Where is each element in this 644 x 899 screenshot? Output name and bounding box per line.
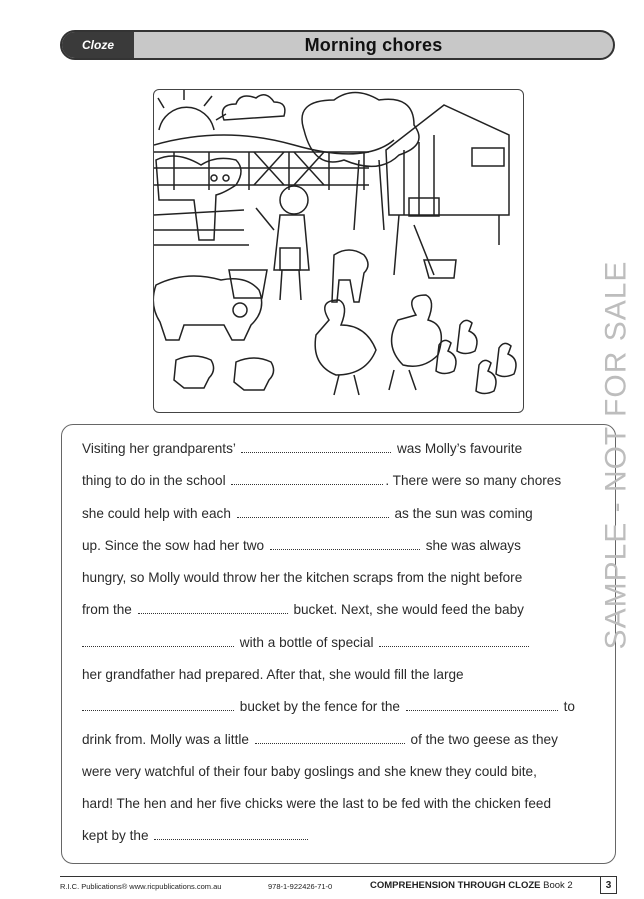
cloze-line — [82, 667, 464, 682]
answer-blank[interactable] — [154, 829, 308, 840]
cloze-line — [82, 796, 551, 811]
cloze-line — [82, 538, 521, 553]
answer-blank[interactable] — [82, 636, 234, 647]
page-title: Morning chores — [304, 34, 443, 55]
cloze-line — [82, 473, 561, 488]
passage-text: drink from. Molly was a little — [82, 732, 249, 747]
passage-text: she was always — [425, 538, 521, 553]
piglet-icon — [174, 356, 214, 388]
cloze-line — [82, 506, 533, 521]
answer-blank[interactable] — [379, 636, 529, 647]
goose-icon — [315, 300, 376, 375]
cloze-line — [82, 764, 537, 779]
passage-text: thing to do in the school — [82, 473, 226, 488]
farm-scene-svg — [154, 90, 522, 411]
passage-text: she could help with each — [82, 506, 231, 521]
publisher-info: R.I.C. Publications® www.ricpublications.com.au — [60, 882, 222, 891]
answer-blank[interactable] — [82, 700, 234, 711]
series-title — [370, 880, 573, 891]
watermark — [596, 260, 636, 650]
passage-text: hungry, so Molly would throw her the kitchen scraps from the night before — [82, 570, 523, 585]
passage-text: kept by the — [82, 828, 149, 843]
girl-icon — [280, 186, 308, 214]
sow-icon — [154, 276, 262, 340]
bucket-icon — [229, 270, 267, 298]
cloze-line — [82, 699, 575, 714]
passage-text: her grandfather had prepared. After that, she would fill the large — [82, 667, 464, 682]
page-number: 3 — [600, 876, 617, 894]
section-tag: Cloze — [62, 32, 134, 58]
cloze-passage — [61, 424, 616, 864]
answer-blank[interactable] — [406, 700, 558, 711]
passage-text: of the two geese as they — [410, 732, 558, 747]
cloze-line — [82, 441, 522, 456]
passage-text: from the — [82, 602, 132, 617]
cloud-icon — [223, 95, 285, 120]
passage-text: to — [563, 699, 575, 714]
passage-text: was Molly’s favourite — [396, 441, 523, 456]
answer-blank[interactable] — [241, 442, 391, 453]
series-name: COMPREHENSION THROUGH CLOZE — [370, 880, 541, 891]
answer-blank[interactable] — [231, 474, 383, 485]
passage-text: bucket. Next, she would feed the baby — [293, 602, 524, 617]
cloze-line — [82, 570, 522, 585]
book-number: Book 2 — [543, 880, 573, 891]
fence-icon — [154, 152, 369, 185]
passage-text: with a bottle of special — [239, 635, 374, 650]
passage-text: Visiting her grandparents’ — [82, 441, 236, 456]
page-footer — [60, 879, 616, 895]
sun-icon — [159, 107, 214, 130]
passage-text: were very watchful of their four baby goslings and she knew they could bite, — [82, 764, 537, 779]
passage-text: bucket by the fence for the — [239, 699, 400, 714]
answer-blank[interactable] — [138, 603, 288, 614]
gosling-icon — [436, 340, 456, 373]
footer-divider — [60, 876, 616, 877]
page-header — [60, 30, 615, 60]
passage-text: . There were so many chores — [385, 473, 562, 488]
lamb-icon — [332, 250, 368, 302]
farm-scene-illustration — [153, 89, 524, 413]
passage-text: as the sun was coming — [394, 506, 533, 521]
passage-text: hard! The hen and her five chicks were the last to be fed with the chicken feed — [82, 796, 552, 811]
cloze-line — [82, 732, 558, 747]
answer-blank[interactable] — [237, 507, 389, 518]
tree-icon — [302, 93, 419, 167]
cloze-line — [82, 828, 310, 843]
passage-text: up. Since the sow had her two — [82, 538, 265, 553]
watermark-text: SAMPLE - NOT FOR SALE — [599, 260, 632, 650]
answer-blank[interactable] — [255, 733, 405, 744]
isbn: 978-1-922426-71-0 — [268, 882, 333, 891]
cloze-line — [82, 602, 524, 617]
answer-blank[interactable] — [270, 539, 420, 550]
cloze-line — [82, 635, 531, 650]
